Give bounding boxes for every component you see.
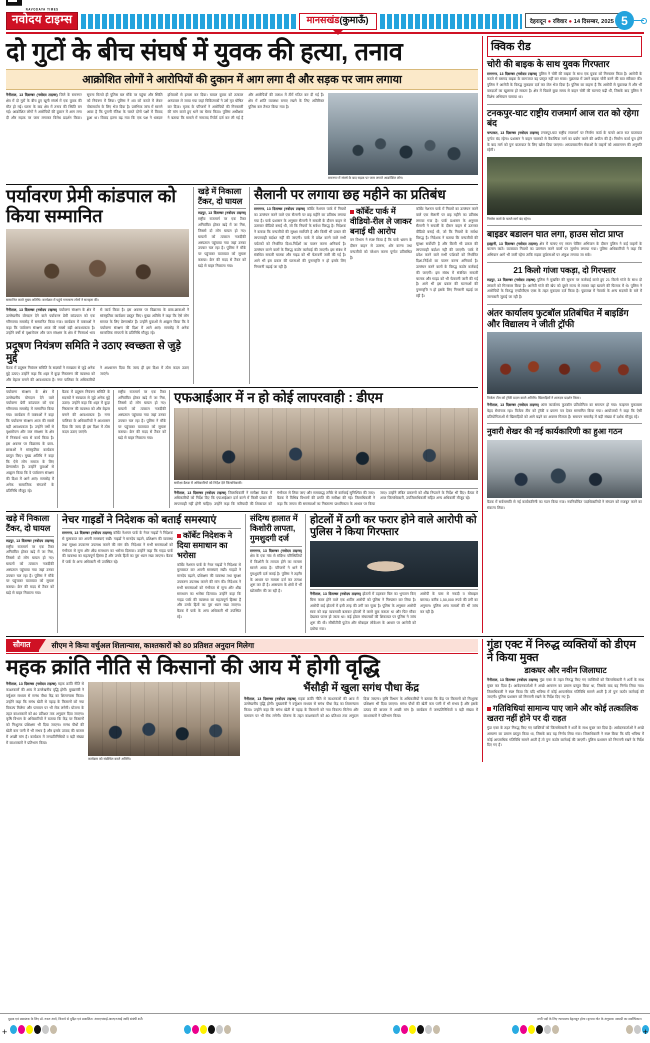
bottom-right-byline: नैनीताल, 13 दिसम्बर (नवोदय टाइम्स) <box>487 678 538 682</box>
color-dot-group <box>10 1025 57 1034</box>
footer-right-text: सभी पदों के लिए न्यायालय देहरादून होगा। कृपया नोट के अनुसार। सामग्री का सर्वाधिकार। <box>537 1017 642 1021</box>
bottom-right-body-2: गुंडा एक्ट के तहत निरुद्ध किए गए व्यक्तियों को जिलाधिकारी ने शर्तों के साथ मुक्त कर दिया है। आवेदनकर्ताओं ने अच्छे आचरण का प्रमाण प्रस्तुत किया था, जिसके बाद यह निर्णय लिया गया। जिलाधिकारी ने स्पष्ट किया कि यदि भविष्य में कोई आपराधिक गतिविधि सामने आती है तो पुनः कठोर कार्रवाई की जाएगी। पुलिस प्रशासन को निगरानी रखने के निर्देश दिए गए हैं। <box>487 725 645 748</box>
qr-headline-2: टनकपुर-घाट राष्ट्रीय राजमार्ग आज रात को रहेगा बंद <box>487 107 639 129</box>
ban-divider <box>254 204 478 205</box>
divider-3 <box>6 511 478 512</box>
color-dot-group-4 <box>512 1025 559 1034</box>
feature-subhead: भैंसौड़ी में खुला सगंध पौधा केंद्र <box>303 682 419 695</box>
bottom-right-body-text: गुंडा एक्ट के तहत निरुद्ध किए गए व्यक्तियों को जिलाधिकारी ने शर्तों के साथ मुक्त कर दिया है। आवेदनकर्ताओं ने अच्छे आचरण का प्रमाण प्रस्तुत किया था, जिसके बाद यह निर्णय लिया गया। जिलाधिकारी ने स्पष्ट किया कि यदि भविष्य में कोई आपराधिक गतिविधि सामने आती है तो पुनः कठोर कार्रवाई की जाएगी। पुलिस प्रशासन को निगरानी रखने के निर्देश दिए गए हैं। <box>487 678 644 700</box>
edition-label <box>299 13 377 30</box>
missing-story <box>250 514 306 633</box>
registration-cross-right: + <box>642 1027 648 1037</box>
feature-red-rule <box>6 653 478 654</box>
ban-byline: रामनगर, 13 दिसम्बर (नवोदय टाइम्स) <box>254 206 306 211</box>
bottom-right-story <box>482 639 644 762</box>
guides-bullet-col <box>177 531 241 621</box>
guides-bullet-body: कॉर्बेट नेशनल पार्क के नेचर गाइडों ने निदेशक से मुलाकात कर अपनी समस्याएं रखीं। गाइडों ने मानदेय बढ़ाने, प्रशिक्षण की व्यवस्था तथा सुरक्षा उपकरण उपलब्ध कराने की मांग की। निदेशक ने सभी समस्याओं को गंभीरता से सुना और शीघ्र समाधान का भरोसा दिलाया। उन्होंने कहा कि गाइड पार्क की व्यवस्था का महत्वपूर्ण हिस्सा हैं और उनके हितों का पूरा ध्यान रखा जाएगा। बैठक में पार्क के अन्य अधिकारी भी उपस्थित रहे। <box>177 562 241 619</box>
dateline-place: देहरादून <box>529 18 547 25</box>
fir-story <box>174 390 478 508</box>
red-square-bullet-icon-3 <box>487 707 491 711</box>
qr-divider-3 <box>487 262 642 263</box>
bottom-right-subhead: डाकघर और नवीन जिलाघाट <box>524 666 607 676</box>
quick-read-title-red: क्विक <box>491 41 515 53</box>
ban-story <box>254 187 478 384</box>
page-number-badge: 5 <box>615 11 634 30</box>
feature-body-text-2: महक क्रांति नीति से काश्तकारों की आय में उल्लेखनीय वृद्धि होगी। मुख्यमंत्री ने वर्चुअल माध्यम से सगंध पौधा केंद्र का शिलान्यास किया। उन्होंने कहा कि सगंध खेती से पहाड़ के किसानों को नया विकल्प मिलेगा और पलायन पर भी रोक लगेगी। योजना के तहत काश्तकारों को 80 प्रतिशत तक अनुदान दिया जाएगा। कृषि विभाग के अधिकारियों ने बताया कि केंद्र पर किसानों को निःशुल्क प्रशिक्षण भी दिया जाएगा। सगंध पौधों की खेती कम पानी में भी संभव है और इसके उत्पाद की बाजार में अच्छी मांग है। कार्यक्रम में जनप्रतिनिधियों व बड़ी संख्या में काश्तकारों ने प्रतिभाग किया। <box>244 696 478 718</box>
feature-caption: कार्यक्रम को संबोधित करते अतिथि। <box>88 757 131 762</box>
hotel-story <box>310 514 478 633</box>
edition-region: (कुमाऊँ) <box>339 14 369 26</box>
guides-story <box>62 514 246 633</box>
football-body-text: अंतर कार्यालय फुटबॉल प्रतियोगिता का समापन हो गया। फाइनल मुकाबला बेहद रोमांचक रहा। विजेता टीम को ट्रॉफी व प्रमाण पत्र देकर सम्मानित किया गया। आयोजकों ने कहा कि ऐसी प्रतियोगिताओं से खिलाड़ियों को आगे बढ़ने का अवसर मिलता है। समापन समारोह में बड़ी संख्या में दर्शक मौजूद रहे। <box>487 403 642 419</box>
quick-read-item <box>487 108 642 154</box>
ganja-byline: रुद्रपुर, 13 दिसम्बर (नवोदय टाइम्स) <box>487 277 536 282</box>
ganja-body <box>487 278 642 301</box>
ban-body-text: कॉर्बेट नेशनल पार्क में नियमों का उल्लंघन करने वाले एक सैलानी पर छह महीने का प्रतिबंध लगाया गया है। पार्क प्रशासन के अनुसार सैलानी ने सफारी के दौरान वाहन से उतरकर वीडियो बनाई थी, जो कि नियमों के सर्वथा विरुद्ध है। निदेशक ने बताया कि वन्यजीवों की सुरक्षा सर्वोपरि है और किसी भी प्रकार की लापरवाही बर्दाश्त नहीं की जाएगी। पार्क में प्रवेश करने वाले सभी पर्यटकों को निर्धारित दिशा-निर्देशों का पालन करना अनिवार्य है। उल्लंघन करने वालों के विरुद्ध कठोर कार्रवाई की जाएगी। इस संबंध में संबंधित सफारी चालक और गाइड को भी चेतावनी जारी की गई है। आगे भी इस प्रकार की घटनाओं की पुनरावृत्ति न हो इसके लिए निगरानी बढ़ाई जा रही है। <box>254 206 346 269</box>
award-byline: नैनीताल, 13 दिसम्बर (नवोदय टाइम्स) <box>6 308 58 313</box>
quick-read-header <box>487 36 642 57</box>
lead-photo-caption: रामनगर में संघर्ष के बाद सड़क पर जाम लगाते आक्रोशित लोग। <box>328 176 404 180</box>
quick-read-item <box>487 59 642 101</box>
bullet-dot-icon: ● <box>547 18 552 25</box>
guides-bullet-text: कॉर्बेट निदेशक ने दिया समाधान का भरोसा <box>177 531 233 560</box>
bottom-grid <box>6 639 644 762</box>
color-dot-group-2 <box>184 1025 231 1034</box>
flag-icon <box>6 0 22 6</box>
masthead-rule <box>6 32 644 34</box>
hotel-body-text: होटलों में ठहरकर बिल का भुगतान किए बिना फरार होने वाले एक शातिर आरोपी को पुलिस ने गिरफ्तार कर लिया है। आरोपी कई होटलों में इसी तरह की ठगी कर चुका है। पुलिस के अनुसार आरोपी स्वयं को बड़ा व्यवसायी बताकर होटलों में कमरे बुक कराता था और फिर मौका देखकर फरार हो जाता था। कई होटल संचालकों की शिकायत पर पुलिस ने जांच शुरू की थी। सीसीटीवी फुटेज और मोबाइल लोकेशन के आधार पर आरोपी को दबोचा गया। <box>310 592 416 632</box>
committee-photo <box>487 440 642 498</box>
football-story <box>487 308 642 420</box>
tanker-byline: रुद्रपुर, 13 दिसम्बर (नवोदय टाइम्स) <box>198 211 246 216</box>
color-registration-marks <box>0 1021 650 1037</box>
masthead <box>0 0 650 36</box>
sidebar-quick-read <box>482 36 642 633</box>
bottom-right-note-text: गतिविधियां सामान्य पाए जाने और कोई तत्कालिक खतरा नहीं होने पर दी राहत <box>487 704 639 724</box>
fir-byline: नैनीताल, 13 दिसम्बर (नवोदय टाइम्स) <box>174 490 227 495</box>
boat-body <box>6 539 54 597</box>
ban-bullet-text: कॉर्बेट पार्क में वीडियो-रील ले जाकर बनाई थी आरोप <box>350 206 412 236</box>
quick-read-title <box>491 39 638 54</box>
lead-body-text: जिले के रामनगर क्षेत्र में दो गुटों के बीच हुए खूनी संघर्ष में एक युवक की मौत हो गई। घटना के बाद क्षेत्र में तनाव की स्थिति बन गई। आक्रोशित लोगों ने आरोपियों की दुकान में आग लगा दी और सड़क पर जाम लगाकर विरोध प्रदर्शन किया। सूचना मिलते ही पुलिस बल मौके पर पहुंचा और स्थिति को नियंत्रण में लिया। पुलिस ने शव को कब्जे में लेकर पोस्टमार्टम के लिए भेज दिया है। प्रारंभिक जांच में सामने आया है कि पुरानी रंजिश के चलते दोनों पक्षों में विवाद हुआ था। विवाद इतना बढ़ गया कि एक पक्ष ने धारदार हथियारों से हमला कर दिया। घायल युवक को तत्काल अस्पताल ले जाया गया जहां चिकित्सकों ने उसे मृत घोषित कर दिया। मृतक के परिजनों ने आरोपियों की गिरफ्तारी की मांग करते हुए थाने का घेराव किया। पुलिस अधीक्षक ने बताया कि मामले में नामजद रिपोर्ट दर्ज कर ली गई है और आरोपियों की तलाश में टीमें गठित कर दी गई हैं। क्षेत्र में शांति व्यवस्था बनाए रखने के लिए अतिरिक्त पुलिस बल तैनात किया गया है। <box>6 93 324 121</box>
hotel-byline: नैनीताल, 13 दिसम्बर (नवोदय टाइम्स) <box>310 592 361 597</box>
ban-side-body: वन विभाग ने स्पष्ट किया है कि पार्क भ्रमण के दौरान वाहन से उतरना, शोर करना तथा वन्यजीवों को परेशान करना पूर्णतः प्रतिबंधित है। <box>350 238 412 260</box>
page-body <box>0 36 650 633</box>
award-story <box>6 187 194 384</box>
feature-body-right <box>244 697 478 720</box>
qr-body-1 <box>487 72 642 101</box>
tanker-continuation: राष्ट्रीय राजमार्ग पर एक टैंकर अनियंत्रित होकर खड़े में जा गिरा, जिससे दो लोग घायल हो गए। घायलों को तत्काल नजदीकी अस्पताल पहुंचाया गया जहां उनका उपचार चल रहा है। पुलिस ने मौके पर पहुंचकर यातायात को सुचारु कराया। क्रेन की मदद से टैंकर को खड़े से बाहर निकाला गया। <box>118 390 170 508</box>
qr-divider-5 <box>487 423 642 424</box>
fir-caption: समीक्षा बैठक में अधिकारियों को निर्देश देते जिलाधिकारी। <box>174 480 243 485</box>
footer-left-text: मुद्रक एवं प्रकाशक के लिए डॉ. नवल आर्य, किराये से मुद्रित एवं प्रकाशित। आरएनआई-आरएनआई आदि संबंधी शर्तें। <box>8 1017 144 1021</box>
qr-divider-1 <box>487 104 642 105</box>
award-body <box>6 308 189 337</box>
edition-tab[interactable] <box>299 13 377 30</box>
bottom-divider <box>6 636 644 637</box>
award-continuation: पर्यावरण संरक्षण के क्षेत्र में उल्लेखनीय योगदान देने वाले पर्यावरण प्रेमी कांडपाल को एक गरिमामय समारोह में सम्मानित किया गया। कार्यक्रम में वक्ताओं ने कहा कि पर्यावरण संरक्षण आज की सबसे बड़ी आवश्यकता है। उन्होंने वर्षों से वृक्षारोपण और जल संरक्षण के क्षेत्र में निःस्वार्थ भाव से कार्य किया है। इस अवसर पर विद्यालय के छात्र-छात्राओं ने सांस्कृतिक कार्यक्रम प्रस्तुत किए। मुख्य अतिथि ने कहा कि ऐसे लोग समाज के लिए प्रेरणास्रोत हैं। उन्होंने युवाओं से आह्वान किया कि वे पर्यावरण संरक्षण की दिशा में आगे आएं। समारोह में अनेक सामाजिक संगठनों के प्रतिनिधि मौजूद रहे। <box>6 390 58 508</box>
bottom-right-body <box>487 678 644 701</box>
ban-bullet-heading <box>350 207 412 237</box>
ganja-body-text: पुलिस ने मुखबिर की सूचना पर कार्रवाई करते हुए 21 किलो गांजे के साथ दो तस्करों को गिरफ्तार किया है। आरोपी गांजे की खेप को दूसरे राज्य से लाकर यहां खपाने की फिराक में थे। पुलिस ने आरोपियों के विरुद्ध एनडीपीएस एक्ट के तहत मुकदमा दर्ज किया है। पूछताछ में नेटवर्क के अन्य सदस्यों के बारे में जानकारी जुटाई जा रही है। <box>487 277 642 300</box>
lead-subdeck: आक्रोशित लोगों ने आरोपियों की दुकान में आग लगा दी और सड़क पर जाम लगाया <box>6 69 478 90</box>
hotel-divider <box>310 589 478 590</box>
lead-text-block <box>6 93 324 181</box>
ganja-headline: 21 किलो गांजा पकड़ा, दो गिरफ्तार <box>513 265 616 275</box>
feature-body-text: महक क्रांति नीति से काश्तकारों की आय में उल्लेखनीय वृद्धि होगी। मुख्यमंत्री ने वर्चुअल माध्यम से सगंध पौधा केंद्र का शिलान्यास किया। उन्होंने कहा कि सगंध खेती से पहाड़ के किसानों को नया विकल्प मिलेगा और पलायन पर भी रोक लगेगी। योजना के तहत काश्तकारों को 80 प्रतिशत तक अनुदान दिया जाएगा। कृषि विभाग के अधिकारियों ने बताया कि केंद्र पर किसानों को निःशुल्क प्रशिक्षण भी दिया जाएगा। सगंध पौधों की खेती कम पानी में भी संभव है और इसके उत्पाद की बाजार में अच्छी मांग है। कार्यक्रम में जनप्रतिनिधियों व बड़ी संख्या में काश्तकारों ने प्रतिभाग किया। <box>6 682 84 745</box>
dateline-date: 14 दिसम्बर, 2025 <box>573 18 614 25</box>
dateline-group <box>525 11 644 30</box>
ban-headline: सैलानी पर लगाया छह महीने का प्रतिबंध <box>254 186 446 202</box>
qr-photo-forest <box>487 157 642 215</box>
football-headline: अंतर कार्यालय फुटबॉल प्रतिबंधित में बाइडिंग और विद्यालय ने जीती ट्रॉफी <box>487 308 629 329</box>
award-sub-heading: प्रदूषण नियंत्रण समिति ने उठाए स्वच्छता से जुड़े मुद्दे <box>6 340 182 365</box>
tanker-divider <box>198 208 246 209</box>
qr-byline-1: रामनगर, 13 दिसम्बर (नवोदय टाइम्स) <box>487 71 538 76</box>
feature-photo <box>88 682 240 756</box>
feature-kicker-tag: सौगात <box>6 639 39 653</box>
feature-body-left <box>6 682 84 762</box>
award-body-text: पर्यावरण संरक्षण के क्षेत्र में उल्लेखनीय योगदान देने वाले पर्यावरण प्रेमी कांडपाल को एक गरिमामय समारोह में सम्मानित किया गया। कार्यक्रम में वक्ताओं ने कहा कि पर्यावरण संरक्षण आज की सबसे बड़ी आवश्यकता है। उन्होंने वर्षों से वृक्षारोपण और जल संरक्षण के क्षेत्र में निःस्वार्थ भाव से कार्य किया है। इस अवसर पर विद्यालय के छात्र-छात्राओं ने सांस्कृतिक कार्यक्रम प्रस्तुत किए। मुख्य अतिथि ने कहा कि ऐसे लोग समाज के लिए प्रेरणास्रोत हैं। उन्होंने युवाओं से आह्वान किया कि वे पर्यावरण संरक्षण की दिशा में आगे आएं। समारोह में अनेक सामाजिक संगठनों के प्रतिनिधि मौजूद रहे। <box>6 308 189 336</box>
qr-photo-caption: निर्माण कार्य के चलते मार्ग बंद रहेगा। <box>487 217 532 222</box>
tanker-body <box>198 211 246 269</box>
guides-headline: नेचर गाइडों ने निदेशक को बताई समस्याएं <box>62 514 217 527</box>
missing-byline: रामनगर, 13 दिसम्बर (नवोदय टाइम्स) <box>250 548 302 553</box>
guides-byline: रामनगर, 13 दिसम्बर (नवोदय टाइम्स) <box>62 531 112 536</box>
football-body <box>487 403 642 420</box>
qr-body-3 <box>487 242 642 259</box>
decorative-bars-right <box>380 14 522 29</box>
hotel-headline: होटलों में ठगी कर फरार होने वाले आरोपी को पुलिस ने किया गिरफ्तार <box>310 514 477 539</box>
missing-headline: संदिग्ध हालात में किशोरी लापता, गुमशुदगी दर्ज <box>250 514 298 543</box>
boat-divider <box>6 536 54 537</box>
newspaper-logo[interactable] <box>6 0 78 30</box>
lead-body <box>6 93 324 122</box>
hotel-body <box>310 592 416 633</box>
feature-headline: महक क्रांति नीति से किसानों की आय में होगी वृद्धि <box>6 656 380 680</box>
third-band <box>6 390 478 508</box>
hotel-side-note: आरोपी के पास से नकदी व मोबाइल बरामद। करीब 1,50,000 रुपये की ठगी का अनुमान। पुलिस अन्य मामलों की भी जांच कर रही है। <box>420 592 478 614</box>
fir-divider <box>174 488 478 489</box>
hotel-photo <box>310 541 478 587</box>
fir-headline: एफआईआर में न हो कोई लापरवाही : डीएम <box>174 389 383 405</box>
footer-rule <box>0 1013 650 1014</box>
committee-body: बैठक में सर्वसम्मति से नई कार्यकारिणी का गठन किया गया। नवनिर्वाचित पदाधिकारियों ने संगठन को मजबूत करने का संकल्प लिया। <box>487 500 642 511</box>
logo-tagline: NAVODAYA TIMES <box>25 5 59 12</box>
award-headline: पर्यावरण प्रेमी कांडपाल को किया सम्मानित <box>6 185 177 226</box>
tanker-body-text: राष्ट्रीय राजमार्ग पर एक टैंकर अनियंत्रित होकर खड़े में जा गिरा, जिससे दो लोग घायल हो गए। घायलों को तत्काल नजदीकी अस्पताल पहुंचाया गया जहां उनका उपचार चल रहा है। पुलिस ने मौके पर पहुंचकर यातायात को सुचारु कराया। क्रेन की मदद से टैंकर को खड़े से बाहर निकाला गया। <box>198 217 246 268</box>
divider-2 <box>6 387 478 388</box>
feature-kicker-strip <box>6 639 478 653</box>
boat-headline: खड़े में निकाला टैंकर, दो घायल <box>6 514 51 533</box>
feature-right-block <box>244 682 478 762</box>
committee-story <box>487 427 642 511</box>
lead-photo-block <box>328 93 478 181</box>
qr-body-text-2: टनकपुर-घाट राष्ट्रीय राजमार्ग पर निर्माण कार्य के चलते आज रात यातायात पूर्णतः बंद रहेगा। प्रशासन ने वाहन चालकों से वैकल्पिक मार्ग का प्रयोग करने की अपील की है। निर्माण कार्य पूरा होने के बाद मार्ग को पुनः यातायात के लिए खोल दिया जाएगा। आपातकालीन सेवाओं के वाहनों को आवागमन की अनुमति रहेगी। <box>487 130 642 153</box>
edition-name: मानसखंड <box>306 14 340 26</box>
qr-divider-2 <box>487 225 642 226</box>
guides-divider <box>62 528 241 529</box>
registration-cross-left: + <box>2 1027 8 1037</box>
qr-body-text-1: पुलिस ने चोरी की बाइक के साथ एक युवक को गिरफ्तार किया है। आरोपी के कब्जे से बरामद बाइक के कागजात वह प्रस्तुत नहीं कर सका। पूछताछ में उसने बाइक चोरी करने की बात स्वीकार की। पुलिस ने आरोपी के विरुद्ध मुकदमा दर्ज कर जेल भेज दिया है। पुलिस का कहना है कि आरोपी से पूछताछ में और भी वारदातों का खुलासा हो सकता है। क्षेत्र में पिछले कुछ समय से वाहन चोरी की घटनाएं बढ़ी थीं, जिसके बाद पुलिस ने विशेष अभियान चलाया था। <box>487 71 642 99</box>
main-column <box>6 36 478 633</box>
dateline <box>525 13 619 28</box>
ban-extra-col: कॉर्बेट नेशनल पार्क में नियमों का उल्लंघन करने वाले एक सैलानी पर छह महीने का प्रतिबंध लगाया गया है। पार्क प्रशासन के अनुसार सैलानी ने सफारी के दौरान वाहन से उतरकर वीडियो बनाई थी, जो कि नियमों के सर्वथा विरुद्ध है। निदेशक ने बताया कि वन्यजीवों की सुरक्षा सर्वोपरि है और किसी भी प्रकार की लापरवाही बर्दाश्त नहीं की जाएगी। पार्क में प्रवेश करने वाले सभी पर्यटकों को निर्धारित दिशा-निर्देशों का पालन करना अनिवार्य है। उल्लंघन करने वालों के विरुद्ध कठोर कार्रवाई की जाएगी। इस संबंध में संबंधित सफारी चालक और गाइड को भी चेतावनी जारी की गई है। आगे भी इस प्रकार की घटनाओं की पुनरावृत्ति न हो इसके लिए निगरानी बढ़ाई जा रही है। <box>416 206 478 299</box>
guides-body <box>62 531 173 621</box>
boat-story <box>6 514 58 633</box>
dateline-day: रविवार <box>552 18 567 25</box>
lead-story <box>6 36 478 181</box>
color-dot-group-3 <box>393 1025 440 1034</box>
award-continuation-2: बैठक में प्रदूषण नियंत्रण समिति के सदस्यों ने स्वच्छता से जुड़े अनेक मुद्दे उठाए। उन्होंने कहा कि शहर में कूड़ा निस्तारण की व्यवस्था को और बेहतर बनाने की आवश्यकता है। नगर पालिका के अधिकारियों ने आश्वासन दिया कि जल्द ही इस दिशा में ठोस कदम उठाए जाएंगे। <box>62 390 114 508</box>
qr-divider-4 <box>487 304 642 305</box>
boat-byline: रुद्रपुर, 13 दिसम्बर (नवोदय टाइम्स) <box>6 538 54 543</box>
bottom-right-note <box>487 704 644 724</box>
lead-headline: दो गुटों के बीच संघर्ष में युवक की हत्या, तनाव <box>6 38 403 66</box>
qr-headline-3: बाइडर बडालन घात लगा, हाउस सोटा प्राप्त <box>487 228 624 239</box>
qr-byline-2: चम्पावत, 13 दिसम्बर (नवोदय टाइम्स) <box>487 130 540 135</box>
red-square-bullet-icon <box>350 210 354 214</box>
award-divider <box>6 305 189 306</box>
qr-body-text-3: क्षेत्र में चलाए गए सघन चेकिंग अभियान के दौरान पुलिस ने कई वाहनों के चालान काटे। यातायात नियमों का उल्लंघन करने वालों पर जुर्माना लगाया गया। पुलिस अधिकारियों ने कहा कि अभियान आगे भी जारी रहेगा ताकि सड़क दुर्घटनाओं पर अंकुश लगाया जा सके। <box>487 241 642 258</box>
lead-byline: नैनीताल, 13 दिसम्बर (नवोदय टाइम्स) <box>6 93 58 97</box>
tanker-headline: खड़े में निकाला टैंकर, दो घायल <box>198 186 243 206</box>
logo-name: नवोदय टाइम्स <box>6 12 78 30</box>
bottom-feature <box>6 639 478 762</box>
fir-photo <box>174 408 478 480</box>
divider-1 <box>6 184 478 185</box>
feature-photo-block <box>88 682 240 762</box>
fir-body-text: जिलाधिकारी ने समीक्षा बैठक में अधिकारियों को निर्देश दिए कि एफआईआर दर्ज करने में किसी प्रकार की लापरवाही नहीं होनी चाहिए। उन्होंने कहा कि फरियादी की शिकायत को गंभीरता से लिया जाए और समयबद्ध तरीके से कार्रवाई सुनिश्चित की जाए। बैठक में विभिन्न विभागों की प्रगति की समीक्षा की गई। जिलाधिकारी ने कहा कि जनता की समस्याओं का निस्तारण प्राथमिकता के आधार पर किया जाए। उन्होंने लंबित प्रकरणों को शीघ्र निपटाने के निर्देश भी दिए। बैठक में अपर जिलाधिकारी, उपजिलाधिकारी सहित अन्य अधिकारी मौजूद रहे। <box>174 490 478 507</box>
fir-body <box>174 491 478 508</box>
feature-byline-2: नैनीताल, 13 दिसम्बर (नवोदय टाइम्स) <box>244 696 297 701</box>
committee-headline: नुवारी शेखर की नई कार्यकारिणी का हुआ गठन <box>487 427 623 437</box>
boat-body-text: राष्ट्रीय राजमार्ग पर एक टैंकर अनियंत्रित होकर खड़े में जा गिरा, जिससे दो लोग घायल हो गए। घायलों को तत्काल नजदीकी अस्पताल पहुंचाया गया जहां उनका उपचार चल रहा है। पुलिस ने मौके पर पहुंचकर यातायात को सुचारु कराया। क्रेन की मदद से टैंकर को खड़े से बाहर निकाला गया। <box>6 544 54 596</box>
award-photo <box>6 229 189 297</box>
fourth-band <box>6 514 478 633</box>
lead-photo <box>328 93 478 175</box>
quick-read-title-black: रीड <box>517 41 531 53</box>
qr-headline-1: चोरी की बाइक के साथ युवक गिरफ्तार <box>487 59 610 69</box>
bottom-right-headline: गुंडा एक्ट में निरुद्ध व्यक्तियों को डीएम ने किया मुक्त <box>487 638 636 664</box>
missing-body <box>250 549 302 596</box>
bullet-dot-icon-2: ● <box>568 18 573 25</box>
missing-divider <box>250 546 302 547</box>
guides-bullet-heading <box>177 531 241 561</box>
red-square-bullet-icon-2 <box>177 534 181 538</box>
football-byline: नैनीताल, 13 दिसम्बर (नवोदय टाइम्स) <box>487 403 539 408</box>
football-photo <box>487 332 642 394</box>
tanker-story <box>198 187 250 384</box>
ban-body-col <box>254 207 346 300</box>
second-band <box>6 187 478 384</box>
ganja-story <box>487 266 642 301</box>
qr-byline-3: हल्द्वानी, 13 दिसम्बर (नवोदय टाइम्स) <box>487 241 538 246</box>
qr-body-2 <box>487 131 642 154</box>
guides-body-text: कॉर्बेट नेशनल पार्क के नेचर गाइडों ने निदेशक से मुलाकात कर अपनी समस्याएं रखीं। गाइडों ने मानदेय बढ़ाने, प्रशिक्षण की व्यवस्था तथा सुरक्षा उपकरण उपलब्ध कराने की मांग की। निदेशक ने सभी समस्याओं को गंभीरता से सुना और शीघ्र समाधान का भरोसा दिलाया। उन्होंने कहा कि गाइड पार्क की व्यवस्था का महत्वपूर्ण हिस्सा हैं और उनके हितों का पूरा ध्यान रखा जाएगा। बैठक में पार्क के अन्य अधिकारी भी उपस्थित रहे। <box>62 531 173 565</box>
award-caption: सम्मानित करते मुख्य अतिथि। कार्यक्रम में पहुंचे गणमान्य लोगों ने सराहना की। <box>6 298 99 303</box>
football-caption: विजेता टीम को ट्रॉफी प्रदान करते अतिथि। खिलाड़ियों ने शानदार प्रदर्शन किया। <box>487 396 581 401</box>
missing-body-text: क्षेत्र के एक गांव से संदिग्ध परिस्थितियों में किशोरी के लापता होने का मामला सामने आया है। परिजनों ने थाने में गुमशुदगी दर्ज कराई है। पुलिस ने तहरीर के आधार पर मामला दर्ज कर तलाश शुरू कर दी है। आसपास के क्षेत्रों में भी खोजबीन की जा रही है। <box>250 554 302 594</box>
page-number-tail <box>634 20 644 21</box>
footer-strip <box>0 1013 650 1043</box>
quick-read-item <box>487 229 642 259</box>
feature-byline: नैनीताल, 13 दिसम्बर (नवोदय टाइम्स) <box>6 682 57 687</box>
decorative-bars-left <box>81 14 295 29</box>
bottom-section <box>0 636 650 762</box>
ban-bullet-col <box>350 207 412 300</box>
feature-kicker-text: सीएम ने किया वर्चुअल शिलान्यास, काश्तकारों को 80 प्रतिशत अनुदान मिलेगा <box>51 640 255 650</box>
award-sub-body: बैठक में प्रदूषण नियंत्रण समिति के सदस्यों ने स्वच्छता से जुड़े अनेक मुद्दे उठाए। उन्होंने कहा कि शहर में कूड़ा निस्तारण की व्यवस्था को और बेहतर बनाने की आवश्यकता है। नगर पालिका के अधिकारियों ने आश्वासन दिया कि जल्द ही इस दिशा में ठोस कदम उठाए जाएंगे। <box>6 366 189 382</box>
